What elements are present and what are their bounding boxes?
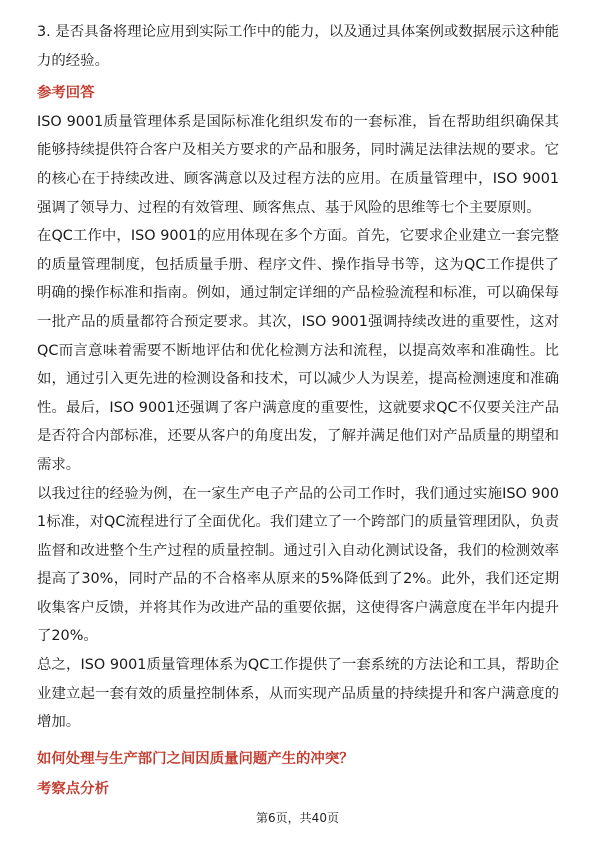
answer-paragraph-2: 在QC工作中，ISO 9001的应用体现在多个方面。首先，它要求企业建立一套完整的质量管理制度，包括质量手册、程序文件、操作指导书等，这为QC工作提供了明确的操作标准和指南。例如，通过制定详细的产品检验流程和标准，可以确保每一批产品的质量都符合预定要求。其次，ISO 9001强调持续改进的重要性，这对QC而言意味着需要不断地评估和优化检测方法和流程，以提高效率和准确性。比如，通过引入更先进的检测设备和技术，可以减少人为误差，提高检测速度和准确性。最后，ISO 9001还强调了客户满意度的重要性，这就要求QC不仅要关注产品是否符合内部标准，还要从客户的角度出发，了解并满足他们对产品质量的期望和需求。 <box>37 228 559 473</box>
question-item-3: 3. 是否具备将理论应用到实际工作中的能力，以及通过具体案例或数据展示这种能力的经验。 <box>37 24 559 69</box>
analysis-section-label: 考察点分析 <box>37 781 109 798</box>
answer-paragraph-4: 总之，ISO 9001质量管理体系为QC工作提供了一套系统的方法论和工具，帮助企业建立起一套有效的质量控制体系，从而实现产品质量的持续提升和客户满意度的增加。 <box>37 657 559 731</box>
answer-paragraph-1: ISO 9001质量管理体系是国际标准化组织发布的一套标准，旨在帮助组织确保其能够持续提供符合客户及相关方要求的产品和服务，同时满足法律法规的要求。它的核心在于持续改进、顾客满意以及过程方法的应用。在质量管理中，ISO 9001强调了领导力、过程的有效管理、顾客焦点、基于风险的思维等七个主要原则。 <box>37 113 559 216</box>
page-footer: 第6页，共40页 <box>256 811 339 825</box>
answer-paragraph-3: 以我过往的经验为例，在一家生产电子产品的公司工作时，我们通过实施ISO 9001标准，对QC流程进行了全面优化。我们建立了一个跨部门的质量管理团队，负责监督和改进整个生产过程的质量控制。通过引入自动化测试设备，我们的检测效率提高了30%，同时产品的不合格率从原来的5%降低到了2%。此外，我们还定期收集客户反馈，并将其作为改进产品的重要依据，这使得客户满意度在半年内提升了20%。 <box>37 485 559 645</box>
next-question-title: 如何处理与生产部门之间因质量问题产生的冲突？ <box>37 750 354 767</box>
answer-label: 参考回答 <box>37 85 95 102</box>
page-content <box>37 18 559 804</box>
